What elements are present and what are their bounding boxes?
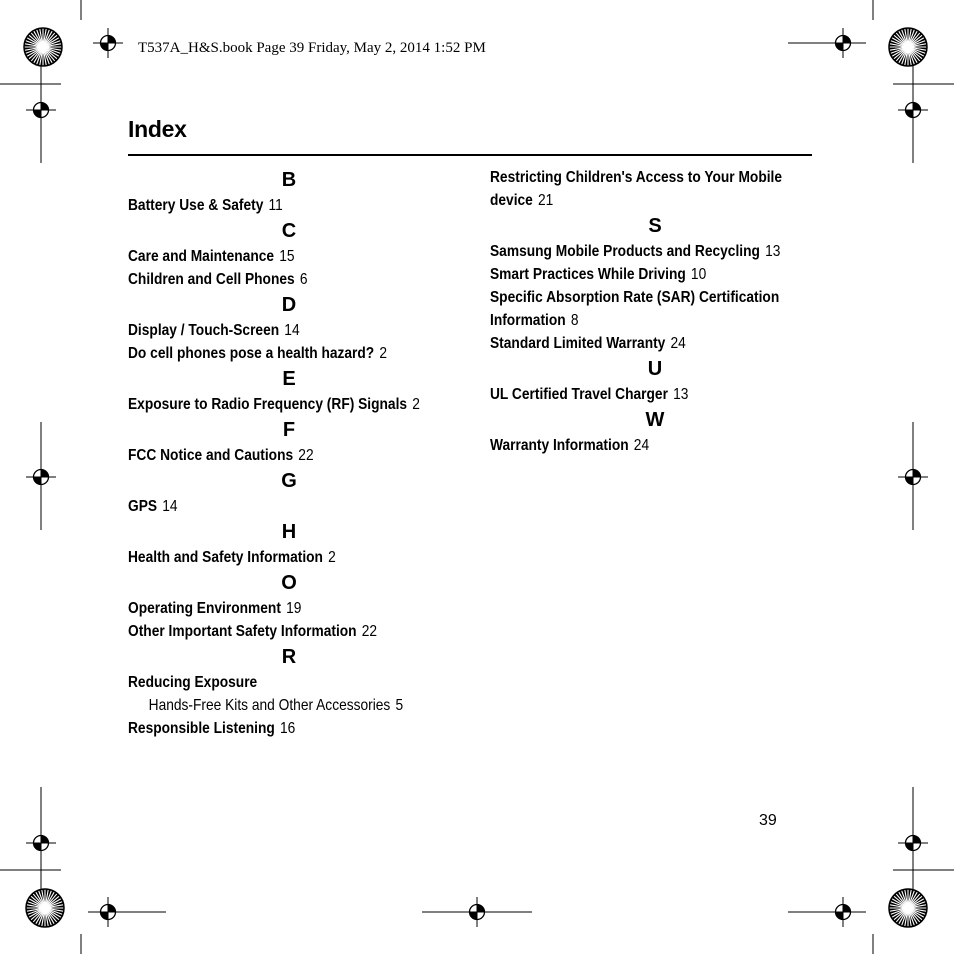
index-term: Do cell phones pose a health hazard?	[128, 345, 375, 362]
color-star-target	[889, 889, 927, 927]
index-term: UL Certified Travel Charger	[490, 386, 668, 403]
registration-mark	[26, 828, 56, 858]
index-term: Health and Safety Information	[128, 549, 323, 566]
index-entry	[128, 319, 405, 342]
index-entry	[128, 620, 405, 643]
index-letter-heading: B	[281, 169, 297, 191]
index-column-left	[128, 166, 450, 740]
index-subentry	[128, 694, 405, 717]
index-page-ref: 2	[412, 396, 420, 413]
index-page-ref: 16	[279, 720, 296, 737]
index-letter-heading: F	[282, 419, 296, 441]
registration-mark	[898, 95, 928, 125]
index-term: Restricting Children's Access to Your Mobile device	[490, 169, 783, 209]
index-page-ref: 8	[570, 312, 579, 329]
index-page-ref: 14	[284, 322, 300, 339]
index-page-ref: 13	[765, 243, 781, 260]
index-column-right	[490, 166, 820, 457]
title-rule	[128, 154, 812, 156]
index-entry	[128, 268, 405, 291]
index-entry	[128, 495, 405, 518]
index-page-ref: 14	[162, 498, 178, 515]
registration-mark	[828, 28, 858, 58]
index-subentry-label: Hands-Free Kits and Other Accessories	[148, 697, 391, 714]
index-letter-heading: O	[281, 572, 297, 594]
index-term: Smart Practices While Driving	[490, 266, 686, 283]
index-page-ref: 2	[328, 549, 336, 566]
index-page-ref: 24	[670, 335, 686, 352]
index-letter-heading: D	[281, 294, 297, 316]
index-term: Responsible Listening	[128, 720, 275, 737]
index-term: Care and Maintenance	[128, 248, 275, 265]
registration-mark	[93, 897, 123, 927]
print-slug: T537A_H&S.book Page 39 Friday, May 2, 2014 1:52 PM	[138, 40, 486, 56]
index-page-ref: 24	[633, 437, 650, 454]
index-entry	[490, 383, 774, 406]
index-page-ref: 6	[299, 271, 308, 288]
page-number: 39	[759, 812, 777, 829]
index-page-ref: 19	[286, 600, 302, 617]
index-term: Exposure to Radio Frequency (RF) Signals	[128, 396, 408, 413]
index-letter-heading: S	[648, 215, 662, 237]
index-term: Specific Absorption Rate (SAR) Certification Information	[490, 289, 780, 329]
registration-mark	[93, 28, 123, 58]
index-term: GPS	[128, 498, 158, 515]
index-entry	[128, 597, 405, 620]
index-entry	[128, 717, 405, 740]
index-term: Other Important Safety Information	[128, 623, 357, 640]
index-term: Battery Use & Safety	[128, 197, 264, 214]
index-letter-heading: G	[281, 470, 297, 492]
registration-mark	[462, 897, 492, 927]
index-term: Warranty Information	[490, 437, 629, 454]
index-entry	[128, 393, 420, 416]
index-letter-heading: C	[281, 220, 297, 242]
registration-mark	[828, 897, 858, 927]
registration-mark	[898, 462, 928, 492]
index-term: Operating Environment	[128, 600, 281, 617]
color-star-target	[26, 889, 64, 927]
index-page-ref: 15	[279, 248, 295, 265]
index-letter-heading: R	[281, 646, 297, 668]
index-page-ref: 22	[361, 623, 378, 640]
index-entry	[128, 245, 405, 268]
index-page-ref: 21	[537, 192, 554, 209]
index-entry	[490, 240, 781, 263]
index-entry	[128, 671, 405, 694]
color-star-target	[889, 28, 927, 66]
index-letter-heading: H	[281, 521, 297, 543]
index-term: Reducing Exposure	[128, 674, 258, 691]
index-term: Samsung Mobile Products and Recycling	[490, 243, 760, 260]
index-entry	[490, 263, 774, 286]
index-entry	[128, 444, 405, 467]
index-page-ref: 13	[673, 386, 689, 403]
index-entry	[490, 434, 774, 457]
index-letter-heading: U	[647, 358, 663, 380]
index-entry	[128, 546, 405, 569]
index-entry	[490, 332, 774, 355]
index-page-ref: 22	[298, 447, 314, 464]
registration-mark	[26, 462, 56, 492]
index-term: Children and Cell Phones	[128, 271, 295, 288]
index-letter-heading: W	[645, 409, 665, 431]
index-entry	[490, 286, 820, 332]
index-entry	[490, 166, 820, 212]
index-term: FCC Notice and Cautions	[128, 447, 294, 464]
index-letter-heading: E	[282, 368, 296, 390]
index-term: Standard Limited Warranty	[490, 335, 666, 352]
index-entry	[128, 194, 405, 217]
color-star-target	[24, 28, 62, 66]
registration-mark	[26, 95, 56, 125]
index-page-ref: 11	[268, 197, 283, 214]
page-title: Index	[128, 116, 187, 142]
registration-mark	[898, 828, 928, 858]
index-page-ref: 5	[395, 697, 404, 714]
index-entry	[128, 342, 405, 365]
index-page-ref: 10	[690, 266, 707, 283]
index-term: Display / Touch-Screen	[128, 322, 280, 339]
index-page-ref: 2	[379, 345, 388, 362]
